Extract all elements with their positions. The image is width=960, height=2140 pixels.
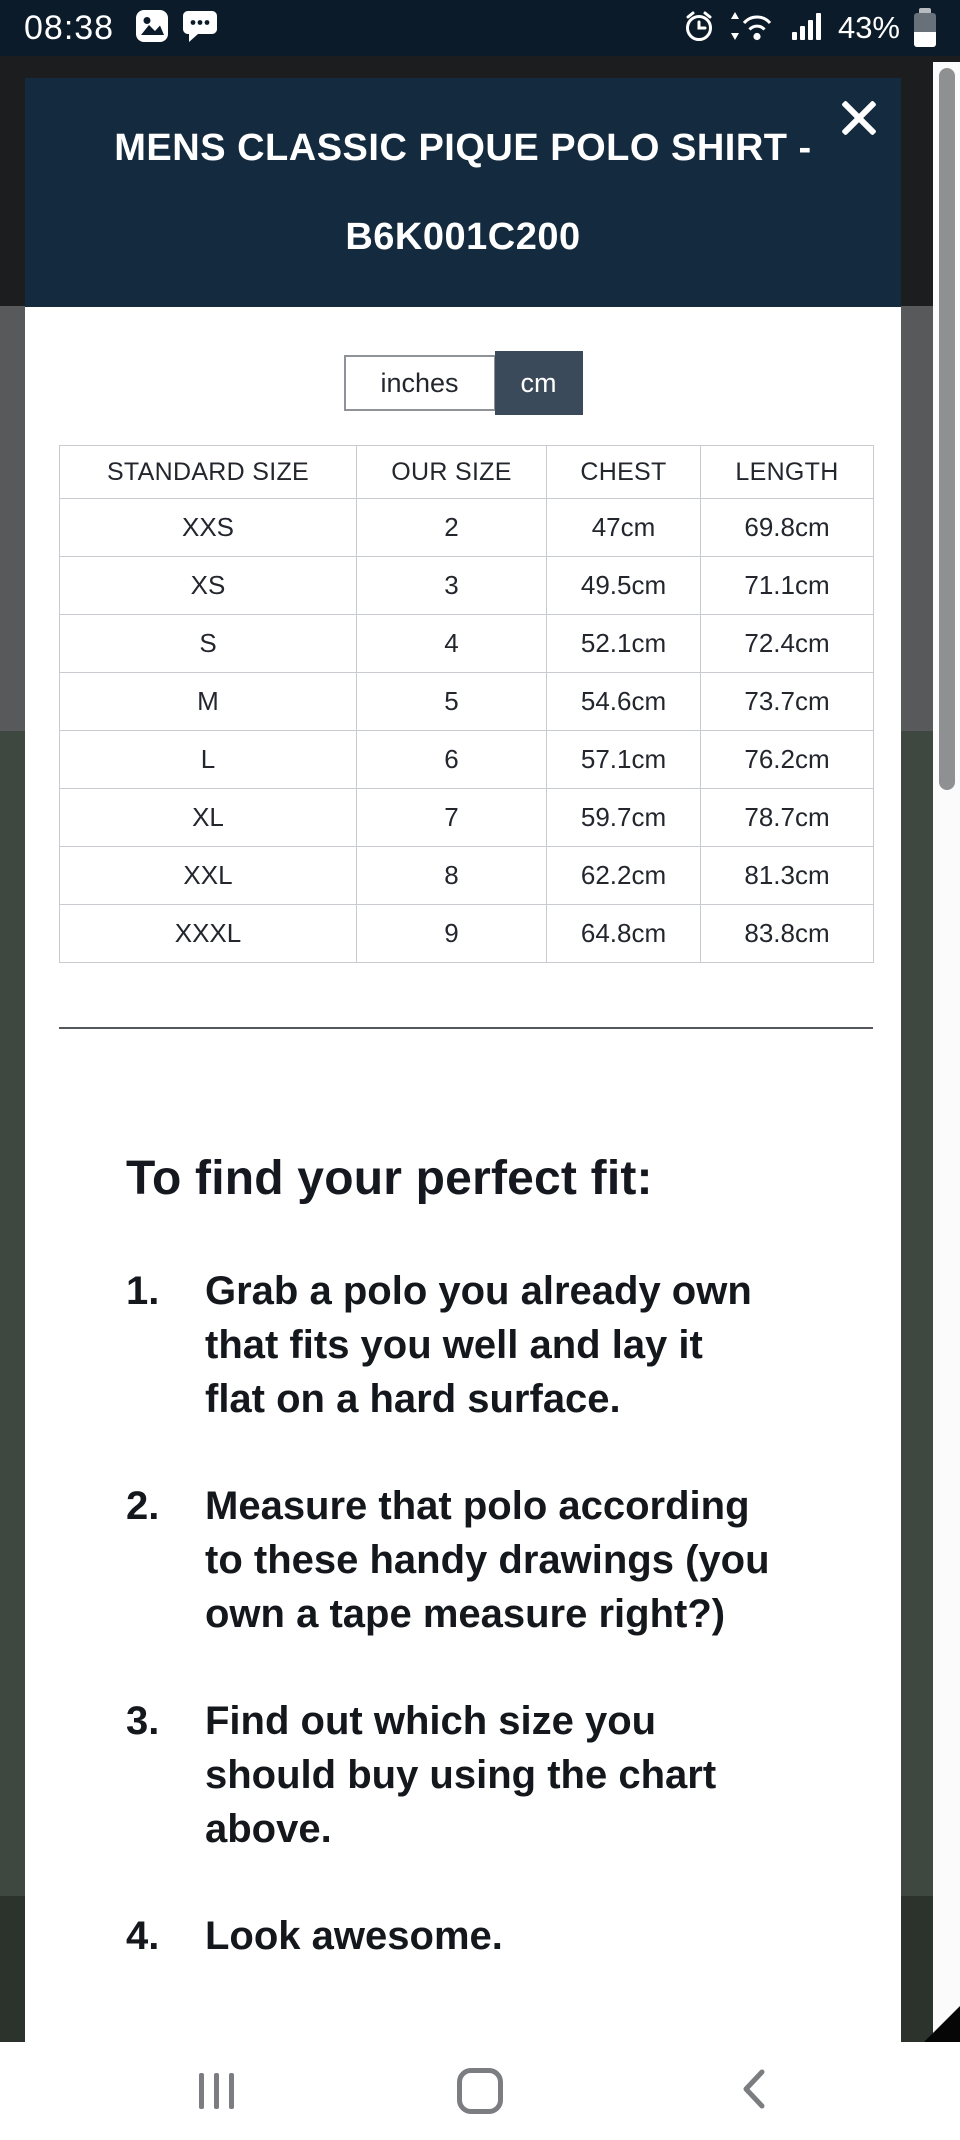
step-text: Grab a polo you already own that fits you well and lay it flat on a hard surface. <box>205 1269 752 1421</box>
column-header: STANDARD SIZE <box>60 446 357 499</box>
wifi-icon <box>730 9 776 48</box>
fit-step <box>126 1264 901 1426</box>
table-row <box>60 847 874 905</box>
home-button[interactable] <box>438 2042 522 2140</box>
size-cell: L <box>60 731 357 789</box>
size-cell: 62.2cm <box>547 847 701 905</box>
size-cell: XXS <box>60 499 357 557</box>
section-divider <box>59 1027 873 1029</box>
back-button[interactable] <box>722 2042 786 2140</box>
close-icon <box>835 94 883 142</box>
size-cell: 4 <box>357 615 547 673</box>
size-cell: 69.8cm <box>701 499 874 557</box>
size-cell: 2 <box>357 499 547 557</box>
size-cell: 78.7cm <box>701 789 874 847</box>
close-button[interactable] <box>835 94 883 142</box>
size-cell: XXXL <box>60 905 357 963</box>
size-cell: 64.8cm <box>547 905 701 963</box>
page-backdrop <box>0 56 960 2042</box>
step-text: Measure that polo according to these handy drawings (you own a tape measure right?) <box>205 1484 770 1636</box>
table-row <box>60 557 874 615</box>
corner-mark <box>924 2006 960 2042</box>
size-cell: XL <box>60 789 357 847</box>
battery-percent-text: 43% <box>837 10 900 45</box>
size-cell: 83.8cm <box>701 905 874 963</box>
fit-guide-steps <box>25 1264 901 1963</box>
size-cell: 71.1cm <box>701 557 874 615</box>
size-cell: 52.1cm <box>547 615 701 673</box>
step-text: Look awesome. <box>205 1914 503 1958</box>
step-number: 4. <box>126 1914 160 1958</box>
notification-icons <box>134 8 218 49</box>
modal-title-line2: B6K001C200 <box>345 215 581 258</box>
back-icon <box>740 2067 768 2116</box>
system-status-icons <box>682 8 936 48</box>
unit-toggle <box>25 351 901 415</box>
modal-title-line1: MENS CLASSIC PIQUE POLO SHIRT - <box>114 126 812 169</box>
size-cell: 5 <box>357 673 547 731</box>
clock-text: 08:38 <box>24 8 115 47</box>
step-number: 1. <box>126 1269 160 1313</box>
size-cell: 3 <box>357 557 547 615</box>
size-cell: 59.7cm <box>547 789 701 847</box>
recent-apps-button[interactable] <box>180 2042 252 2140</box>
table-row <box>60 789 874 847</box>
size-cell: 72.4cm <box>701 615 874 673</box>
size-cell: 57.1cm <box>547 731 701 789</box>
size-cell: 76.2cm <box>701 731 874 789</box>
size-cell: 54.6cm <box>547 673 701 731</box>
size-cell: 73.7cm <box>701 673 874 731</box>
table-row <box>60 499 874 557</box>
table-row <box>60 615 874 673</box>
size-cell: 6 <box>357 731 547 789</box>
inches-toggle-button[interactable]: inches <box>344 355 496 411</box>
size-cell: 47cm <box>547 499 701 557</box>
step-text: Find out which size you should buy using the chart above. <box>205 1699 717 1851</box>
size-cell: 81.3cm <box>701 847 874 905</box>
size-cell: XXL <box>60 847 357 905</box>
size-cell: 7 <box>357 789 547 847</box>
status-bar <box>0 0 960 56</box>
alarm-icon <box>682 9 716 48</box>
chat-icon <box>182 9 218 48</box>
table-row <box>60 905 874 963</box>
size-cell: 8 <box>357 847 547 905</box>
size-cell: M <box>60 673 357 731</box>
size-cell: 49.5cm <box>547 557 701 615</box>
modal-header <box>25 78 901 307</box>
scrollbar-thumb[interactable] <box>939 68 955 790</box>
size-chart-modal <box>25 78 901 2042</box>
size-cell: XS <box>60 557 357 615</box>
size-cell: S <box>60 615 357 673</box>
size-cell: 9 <box>357 905 547 963</box>
table-row <box>60 673 874 731</box>
table-header-row <box>60 446 874 499</box>
fit-guide-heading: To find your perfect fit: <box>126 1152 653 1205</box>
fit-step <box>126 1479 901 1641</box>
column-header: OUR SIZE <box>357 446 547 499</box>
recent-apps-icon <box>199 2073 234 2109</box>
column-header: LENGTH <box>701 446 874 499</box>
fit-step <box>126 1694 901 1856</box>
table-row <box>60 731 874 789</box>
gallery-icon <box>134 8 170 49</box>
column-header: CHEST <box>547 446 701 499</box>
android-nav-bar <box>0 2042 960 2140</box>
battery-icon <box>914 8 936 48</box>
cm-toggle-button[interactable]: cm <box>495 351 583 415</box>
home-icon <box>457 2068 503 2114</box>
size-table <box>59 445 874 963</box>
fit-step <box>126 1909 901 1963</box>
step-number: 2. <box>126 1484 160 1528</box>
step-number: 3. <box>126 1699 160 1743</box>
signal-icon <box>790 10 824 47</box>
